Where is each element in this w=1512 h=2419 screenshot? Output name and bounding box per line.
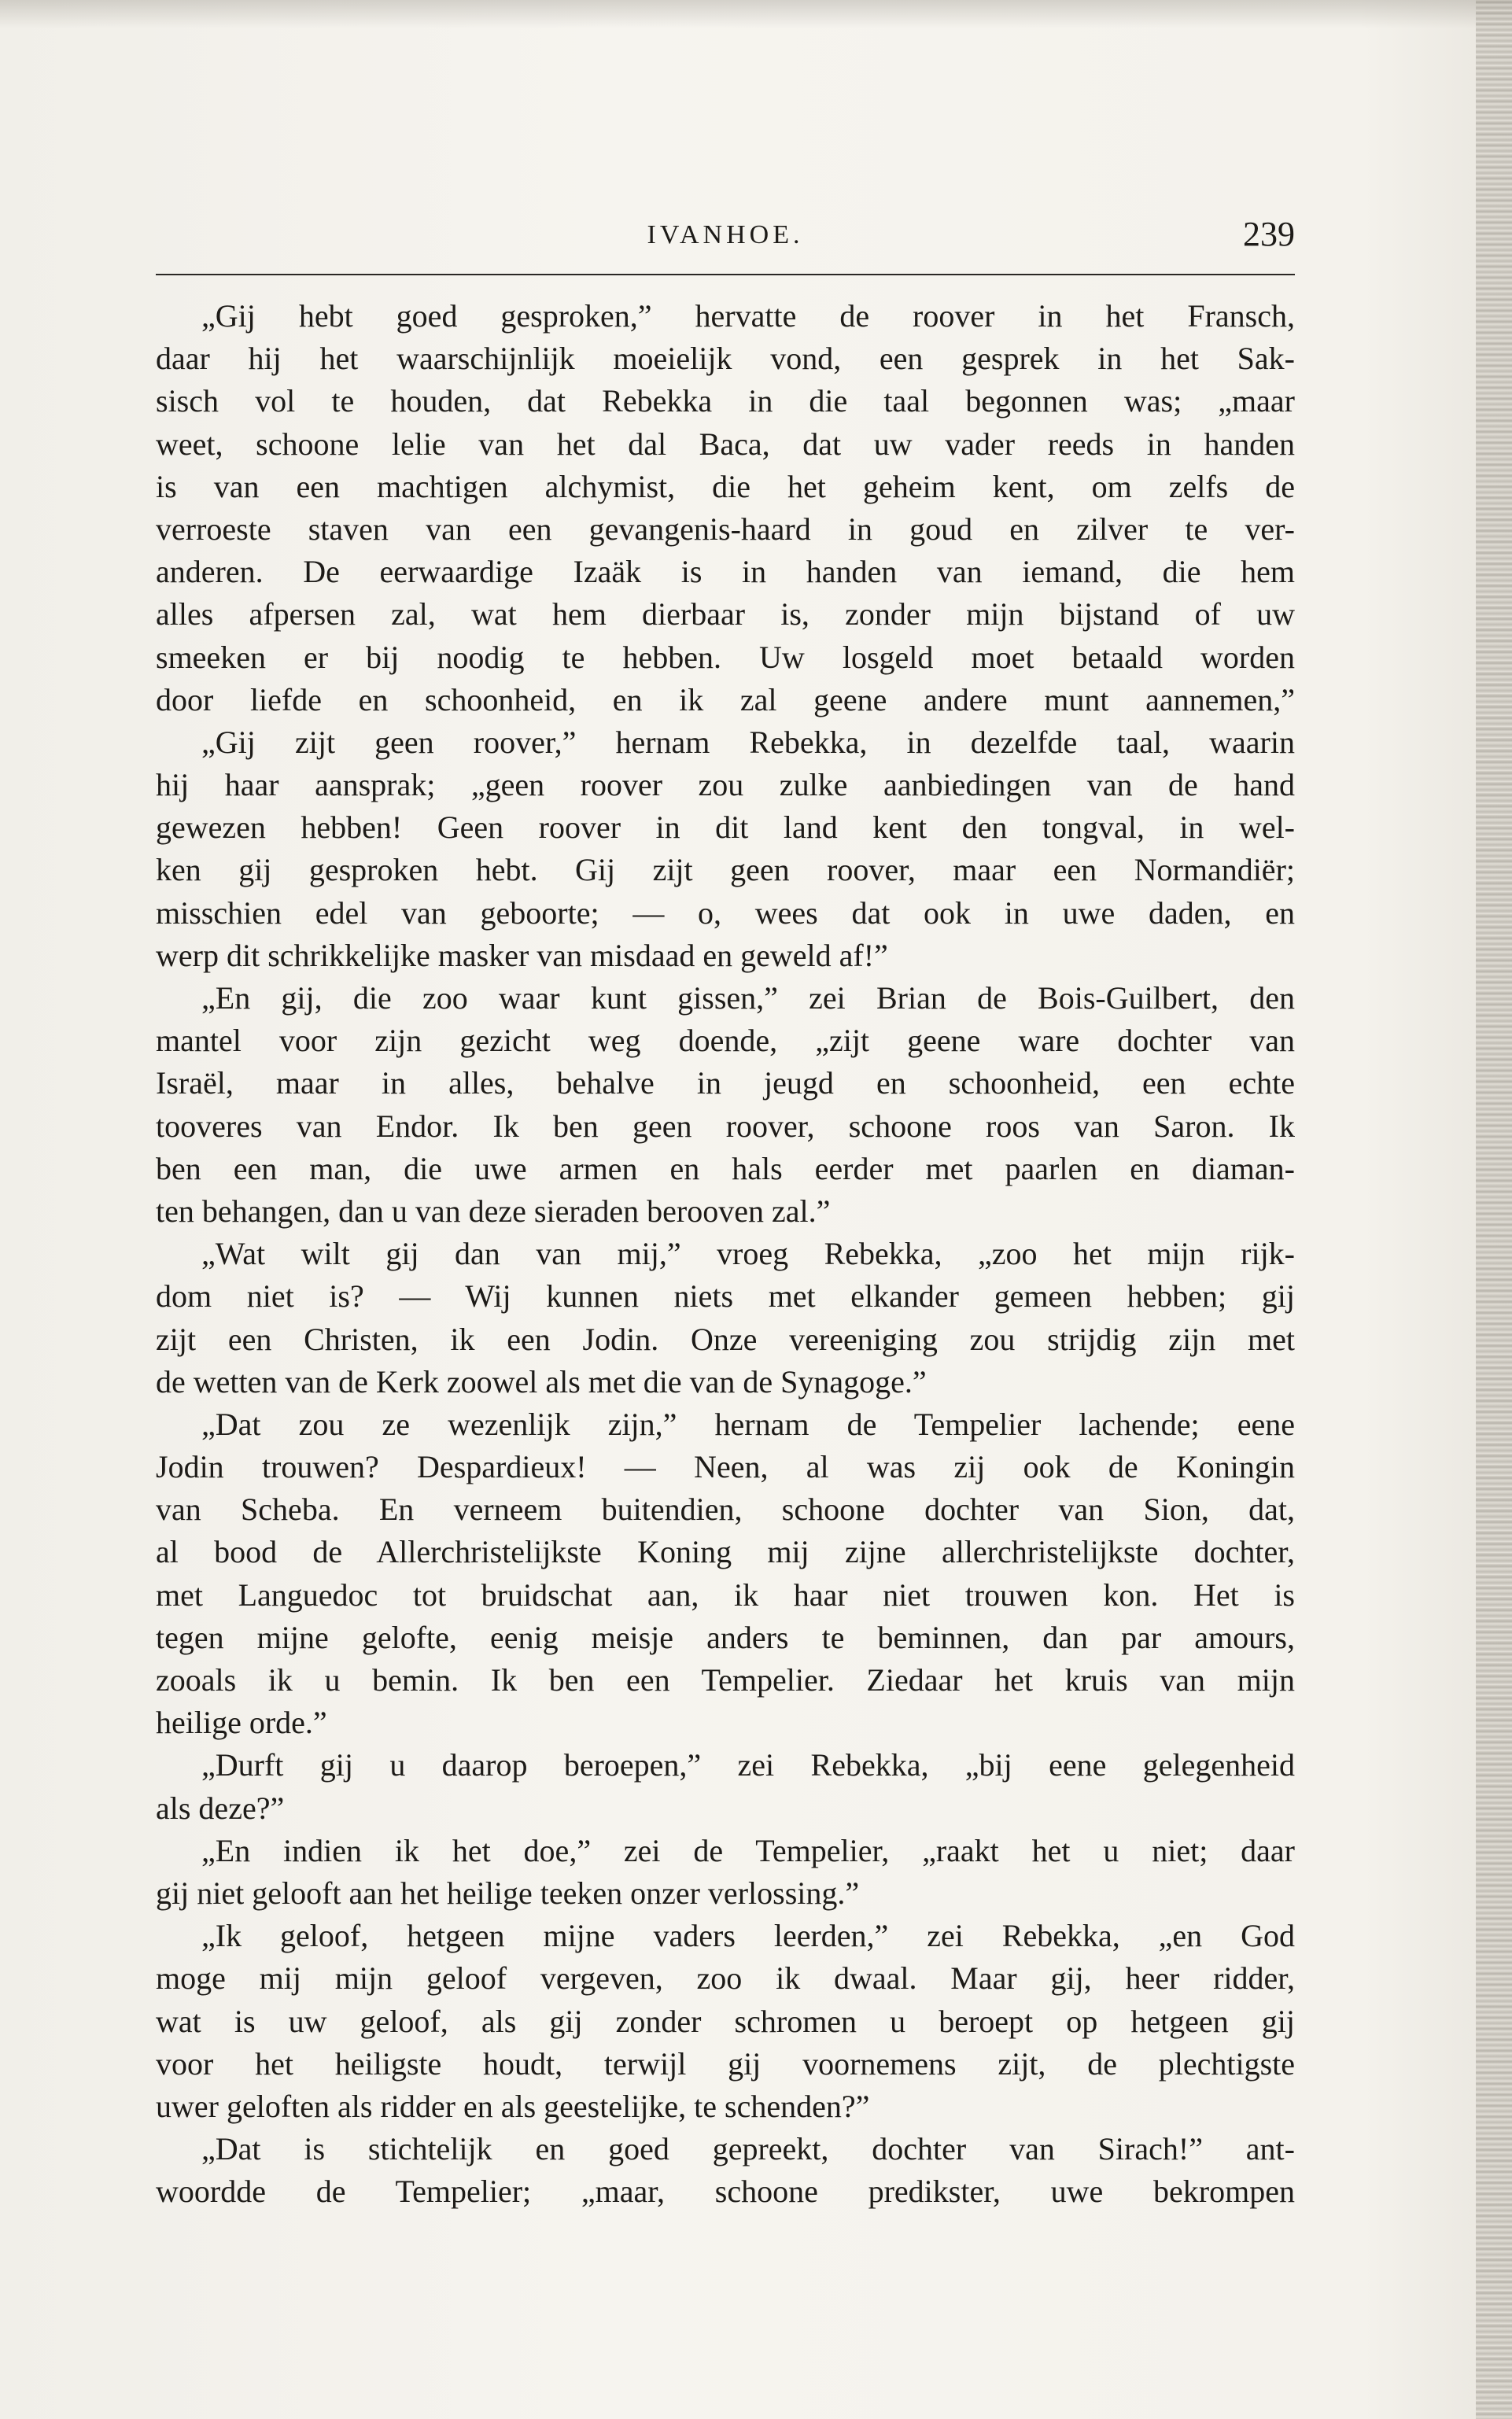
text-line: voor het heiligste houdt, terwijl gij voornemens zijt, de plechtigste xyxy=(156,2045,1295,2082)
text-line: smeeken er bij noodig te hebben. Uw losgeld moet betaald worden xyxy=(156,639,1295,675)
text-line: is van een machtigen alchymist, die het geheim kent, om zelfs de xyxy=(156,468,1295,504)
body-text xyxy=(156,295,1295,2213)
text-line: woordde de Tempelier; „maar, schoone predikster, uwe bekrompen xyxy=(156,2174,1295,2210)
text-line: wat is uw geloof, als gij zonder schromen u beroept op hetgeen gij xyxy=(156,2003,1295,2039)
text-line: anderen. De eerwaardige Izaäk is in handen van iemand, die hem xyxy=(156,554,1295,590)
running-title: IVANHOE. xyxy=(647,220,804,249)
text-line: werp dit schrikkelijke masker van misdaad en geweld af!” xyxy=(156,937,888,973)
text-line: Jodin trouwen? Despardieux! — Neen, al was zij ook de Koningin xyxy=(156,1449,1295,1485)
text-line: heilige orde.” xyxy=(156,1705,327,1741)
text-line: de wetten van de Kerk zoowel als met die van de Synagoge.” xyxy=(156,1363,927,1399)
text-line: gij niet gelooft aan het heilige teeken onzer verlossing.” xyxy=(156,1875,860,1911)
text-line: misschien edel van geboorte; — o, wees dat ook in uwe daden, en xyxy=(156,894,1295,931)
text-line: zooals ik u bemin. Ik ben een Tempelier. Ziedaar het kruis van mijn xyxy=(156,1662,1295,1698)
text-line: moge mij mijn geloof vergeven, zoo ik dwaal. Maar gij, heer ridder, xyxy=(156,1960,1295,1997)
text-line: mantel voor zijn gezicht weg doende, „zijt geene ware dochter van xyxy=(156,1023,1295,1059)
text-line: met Languedoc tot bruidschat aan, ik haar niet trouwen kon. Het is xyxy=(156,1576,1295,1613)
text-line: uwer geloften als ridder en als geestelijke, te schenden?” xyxy=(156,2088,870,2124)
text-line: als deze?” xyxy=(156,1790,285,1826)
page-header xyxy=(156,214,1295,261)
text-line: van Scheba. En verneem buitendien, schoone dochter van Sion, dat, xyxy=(156,1492,1295,1528)
text-line: ten behangen, dan u van deze sieraden berooven zal.” xyxy=(156,1193,831,1229)
text-line: zijt een Christen, ik een Jodin. Onze vereeniging zou strijdig zijn met xyxy=(156,1321,1295,1357)
page-edge-right xyxy=(1476,0,1512,2419)
text-line: „Gij hebt goed gesproken,” hervatte de roover in het Fransch, xyxy=(201,298,1295,334)
text-line: „Gij zijt geen roover,” hernam Rebekka, in dezelfde taal, waarin xyxy=(201,724,1295,760)
text-line: dom niet is? — Wij kunnen niets met elkander gemeen hebben; gij xyxy=(156,1278,1295,1315)
text-line: Israël, maar in alles, behalve in jeugd en schoonheid, een echte xyxy=(156,1065,1295,1101)
text-line: alles afpersen zal, wat hem dierbaar is, zonder mijn bijstand of uw xyxy=(156,596,1295,632)
text-line: „En gij, die zoo waar kunt gissen,” zei Brian de Bois-Guilbert, den xyxy=(201,980,1295,1016)
text-line: „Dat zou ze wezenlijk zijn,” hernam de Tempelier lachende; eene xyxy=(201,1406,1295,1442)
text-line: door liefde en schoonheid, en ik zal geene andere munt aannemen,” xyxy=(156,681,1295,717)
text-line: „Dat is stichtelijk en goed gepreekt, dochter van Sirach!” ant- xyxy=(201,2131,1295,2167)
text-line: „En indien ik het doe,” zei de Tempelier, „raakt het u niet; daar xyxy=(201,1832,1295,1868)
text-line: „Durft gij u daarop beroepen,” zei Rebekka, „bij eene gelegenheid xyxy=(201,1747,1295,1783)
text-line: „Wat wilt gij dan van mij,” vroeg Rebekka, „zoo het mijn rijk- xyxy=(201,1236,1295,1272)
text-line: sisch vol te houden, dat Rebekka in die taal begonnen was; „maar xyxy=(156,383,1295,419)
text-line: tooveres van Endor. Ik ben geen roover, schoone roos van Saron. Ik xyxy=(156,1108,1295,1144)
text-line: daar hij het waarschijnlijk moeielijk vond, een gesprek in het Sak- xyxy=(156,341,1295,377)
header-rule xyxy=(156,274,1295,275)
text-line: verroeste staven van een gevangenis-haard in goud en zilver te ver- xyxy=(156,511,1295,547)
text-line: ben een man, die uwe armen en hals eerder met paarlen en diaman- xyxy=(156,1150,1295,1186)
text-line: ken gij gesproken hebt. Gij zijt geen roover, maar een Normandiër; xyxy=(156,852,1295,888)
text-line: al bood de Allerchristelijkste Koning mij zijne allerchristelijkste dochter, xyxy=(156,1534,1295,1570)
text-line: gewezen hebben! Geen roover in dit land kent den tongval, in wel- xyxy=(156,809,1295,846)
text-line: weet, schoone lelie van het dal Baca, dat uw vader reeds in handen xyxy=(156,426,1295,462)
text-line: tegen mijne gelofte, eenig meisje anders te beminnen, dan par amours, xyxy=(156,1619,1295,1655)
text-line: „Ik geloof, hetgeen mijne vaders leerden,” zei Rebekka, „en God xyxy=(201,1918,1295,1954)
text-line: hij haar aansprak; „geen roover zou zulke aanbiedingen van de hand xyxy=(156,767,1295,803)
scan-shadow-top xyxy=(0,0,1512,28)
page-number: 239 xyxy=(1243,215,1295,253)
